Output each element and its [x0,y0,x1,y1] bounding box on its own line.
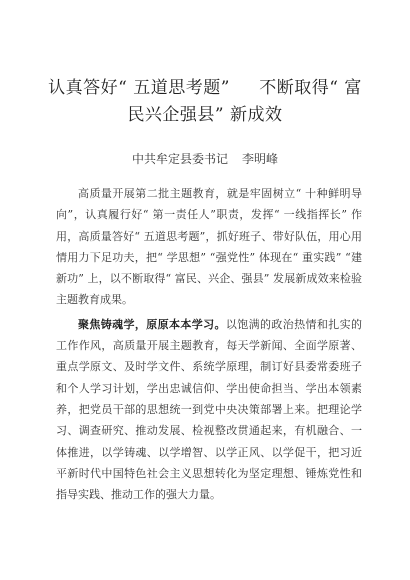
paragraph-2-text: 以饱满的政治热情和扎实的工作作风，高质量开展主题教育，每天学新闻、全面学原著、重点学原文、及时学文件、系统学原理，制订好县委常委班子和个人学习计划，学出忠诚信仰、学出使命担当、学出本领素养，把党员干部的思想统一到党中央决策部署上来。把理论学习、调查研究、推动发展、检视整改贯通起来，有机融合、一体推进，以学铸魂、以学增智、以学正风、以学促干，把习近平新时代中国特色社会主义思想转化为坚定理想、锤炼党性和指导实践、推动工作的强大力量。 [56,317,362,502]
author-name: 李明峰 [242,152,279,166]
paragraph-2 [56,314,362,506]
paragraph-2-lead: 聚焦铸魂学，原原本本学习。 [78,317,226,331]
article-body [56,183,362,505]
paragraph-1 [56,183,362,311]
title-line-1: 认真答好“ 五道思考题” 不断取得“ 富 [48,78,362,98]
author-position: 中共牟定县委书记 [131,152,228,166]
title-line-2: 民兴企强县” 新成效 [127,105,283,125]
paragraph-1-text: 高质量开展第二批主题教育，就是牢固树立“ 十种鲜明导向”，认真履行好“ 第一责任人”职责，发挥“ 一线指挥长” 作用，高质量答好“ 五道思考题”，抓好班子、带好队伍，用心用情用力下足功夫，把“ 学思想” “强党性” 体现在“ 重实践” “建新功” 上，以不断取得“ 富民、兴企、强县” 发展新成效来检验主题教育成果。 [56,187,362,307]
byline [40,150,370,167]
